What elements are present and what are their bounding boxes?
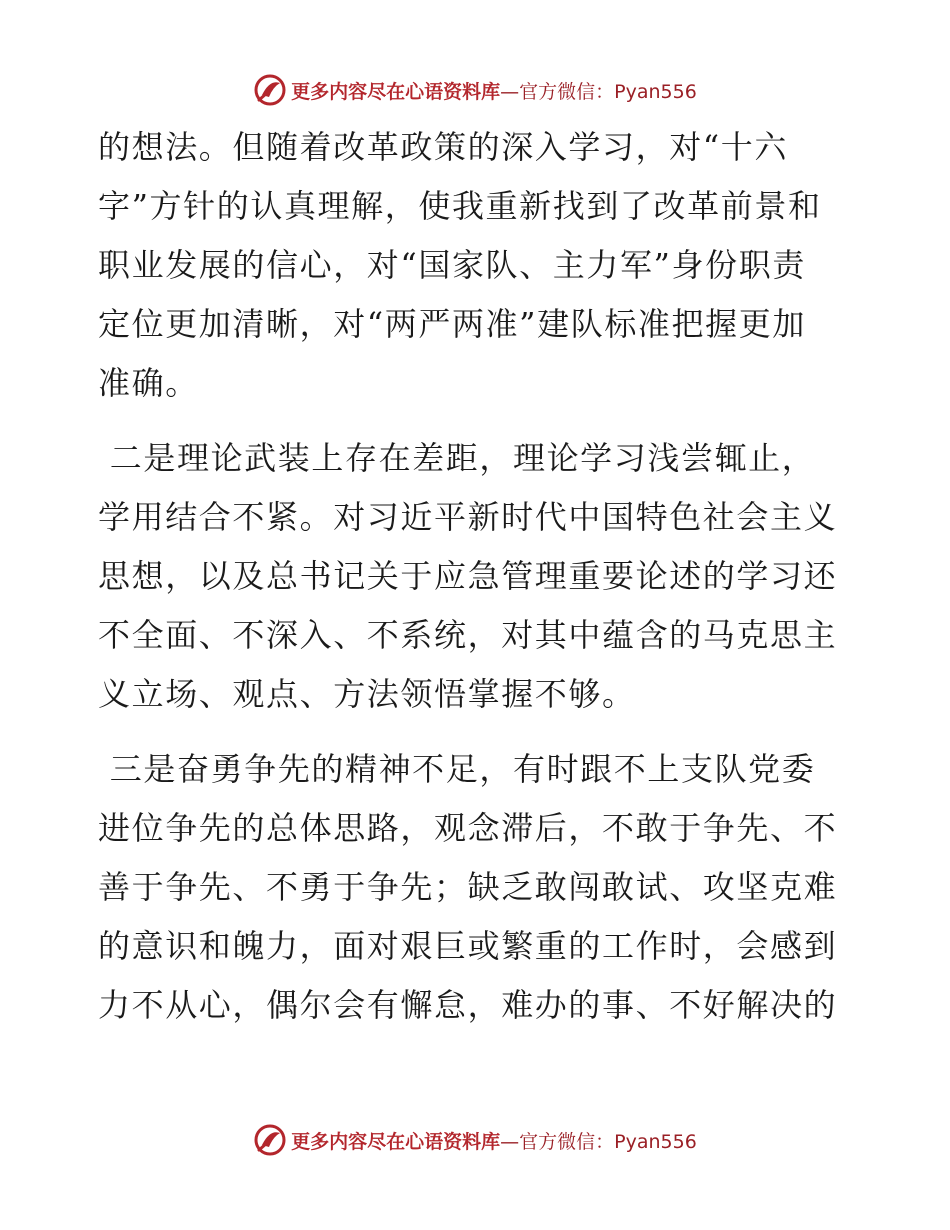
text-line: 三是奋勇争先的精神不足，有时跟不上支队党委 (98, 750, 816, 788)
footer-brand-text: 更多内容尽在心语资料库 (291, 1130, 501, 1153)
brand-logo-icon (253, 1123, 287, 1157)
text-line: 力不从心，偶尔会有懈怠，难办的事、不好解决的 (98, 986, 838, 1024)
header-contact-text: —官方微信：Pyan556 (500, 80, 697, 103)
text-line: 职业发展的信心，对“国家队、主力军”身份职责 (98, 246, 806, 284)
footer-contact-text: —官方微信：Pyan556 (500, 1130, 697, 1153)
text-line: 的意识和魄力，面对艰巨或繁重的工作时，会感到 (98, 927, 838, 965)
text-line: 准确。 (98, 364, 199, 402)
text-line: 字”方针的认真理解，使我重新找到了改革前景和 (98, 187, 822, 225)
header-banner (0, 70, 950, 110)
text-line: 二是理论武装上存在差距，理论学习浅尝辄止， (98, 439, 816, 477)
text-line: 善于争先、不勇于争先；缺乏敢闯敢试、攻坚克难 (98, 868, 838, 906)
text-line: 义立场、观点、方法领悟掌握不够。 (98, 675, 636, 713)
text-line: 学用结合不紧。对习近平新时代中国特色社会主义 (98, 498, 838, 536)
paragraph-2 (98, 429, 858, 724)
paragraph-1 (98, 118, 858, 413)
text-line: 进位争先的总体思路，观念滞后，不敢于争先、不 (98, 809, 838, 847)
footer-banner (0, 1120, 950, 1160)
header-brand-text: 更多内容尽在心语资料库 (291, 80, 501, 103)
text-line: 定位更加清晰，对“两严两准”建队标准把握更加 (98, 305, 806, 343)
text-line: 思想，以及总书记关于应急管理重要论述的学习还 (98, 557, 838, 595)
document-body (98, 118, 858, 1035)
text-line: 的想法。但随着改革政策的深入学习，对“十六 (98, 128, 788, 166)
brand-logo-icon (253, 73, 287, 107)
paragraph-3 (98, 740, 858, 1035)
text-line: 不全面、不深入、不系统，对其中蕴含的马克思主 (98, 616, 838, 654)
